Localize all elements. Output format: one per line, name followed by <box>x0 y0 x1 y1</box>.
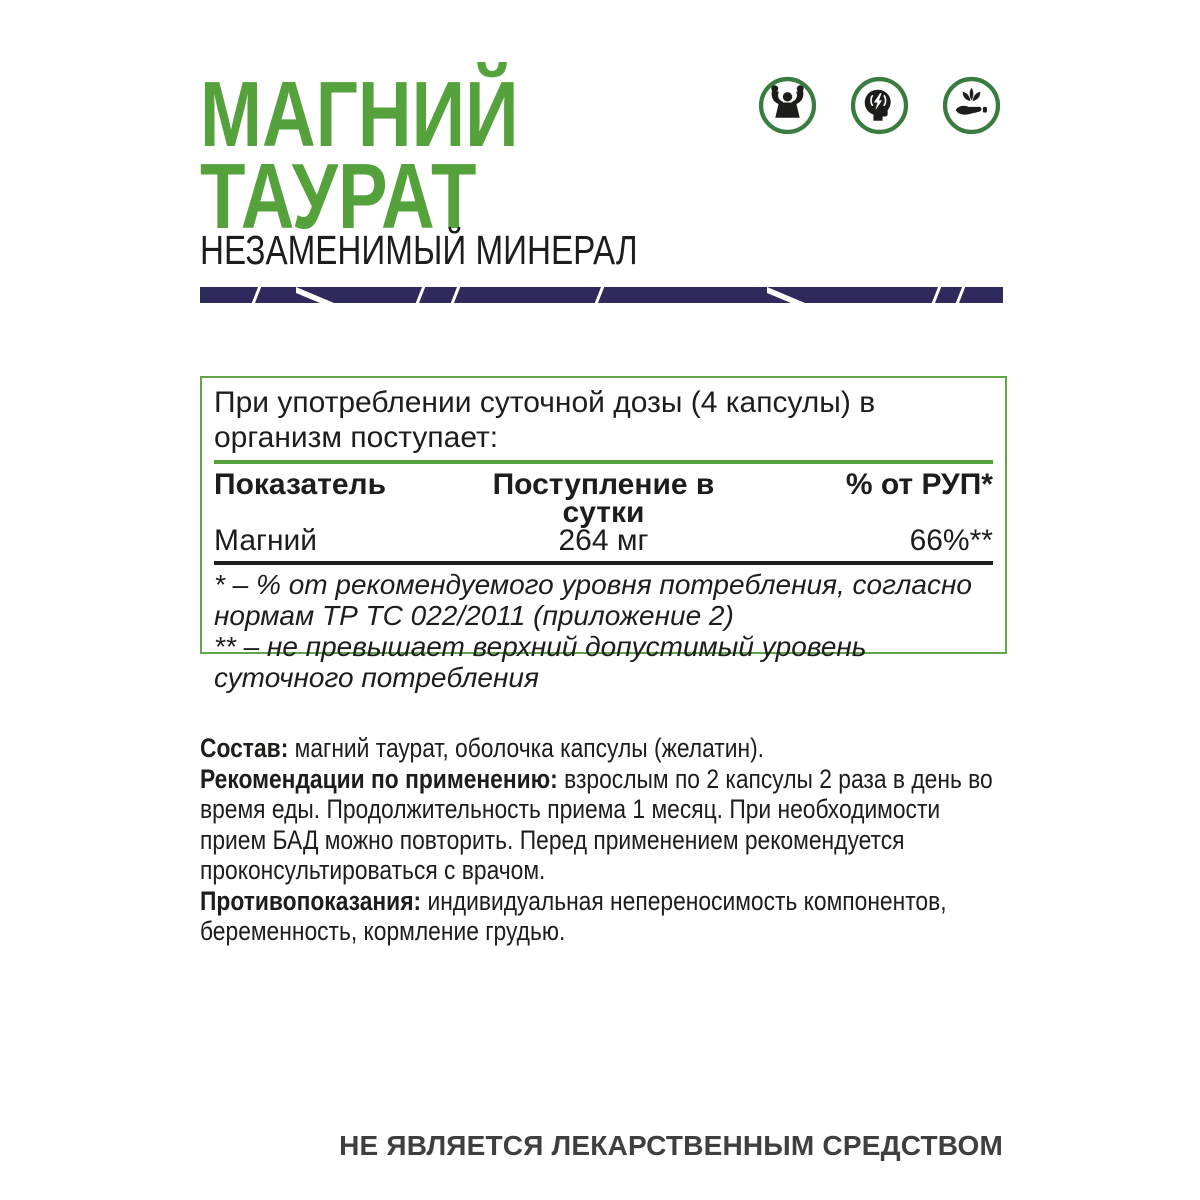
brush-stroke-divider <box>200 287 1003 303</box>
mind-energy-icon <box>850 76 909 135</box>
hand-lotus-wellness-icon <box>942 76 1001 135</box>
col-header-percent-rup: % от РУП* <box>845 468 993 501</box>
usage-paragraph <box>200 764 999 886</box>
col-header-daily-intake: Поступление в сутки <box>492 468 715 529</box>
dose-info-box <box>200 376 1007 693</box>
not-a-drug-disclaimer: НЕ ЯВЛЯЕТСЯ ЛЕКАРСТВЕННЫМ СРЕДСТВОМ <box>339 1130 1003 1161</box>
composition-text: магний таурат, оболочка капсулы (желатин). <box>294 733 765 763</box>
table-row <box>214 524 993 557</box>
product-title-line1: МАГНИЙ <box>200 62 519 166</box>
footnotes <box>214 569 993 693</box>
usage-text: взрослым по 2 капсулы 2 раза в день во время еды. Продолжительность приема 1 месяц. При необходимости прием БАД можно повторить. Перед применением рекомендуется проконсультироваться с врачом. <box>200 763 993 885</box>
dose-table-header <box>214 467 993 527</box>
product-title-line2: ТАУРАТ <box>200 144 477 248</box>
contraindications-paragraph <box>200 886 999 947</box>
col-header-indicator: Показатель <box>214 468 387 501</box>
black-divider <box>214 561 993 565</box>
dose-intro-text: При употреблении суточной дозы (4 капсулы) в организм поступает: <box>214 386 876 454</box>
composition-paragraph <box>200 733 999 764</box>
green-divider <box>214 460 993 464</box>
cell-percent-rup: 66%** <box>909 524 993 557</box>
contraindications-text: индивидуальная непереносимость компонентов, беременность, кормление грудью. <box>200 885 947 946</box>
muscle-strength-icon <box>758 76 817 135</box>
product-title <box>200 62 519 248</box>
benefit-icons <box>758 76 1001 135</box>
usage-label: Рекомендации по применению: <box>200 763 558 794</box>
footnote-rup: * – % от рекомендуемого уровня потребления, согласно нормам ТР ТС 022/2011 (приложение 2) <box>214 569 972 631</box>
cell-indicator: Магний <box>214 524 318 557</box>
cell-daily-intake: 264 мг <box>558 524 649 557</box>
footnote-upper-limit: ** – не превышает верхний допустимый уровень суточного потребления <box>214 631 867 693</box>
dose-table <box>214 467 993 555</box>
contraindications-label: Противопоказания: <box>200 885 422 916</box>
details-text-block <box>200 733 999 947</box>
product-subtitle: НЕЗАМЕНИМЫЙ МИНЕРАЛ <box>200 227 638 273</box>
composition-label: Состав: <box>200 733 289 763</box>
